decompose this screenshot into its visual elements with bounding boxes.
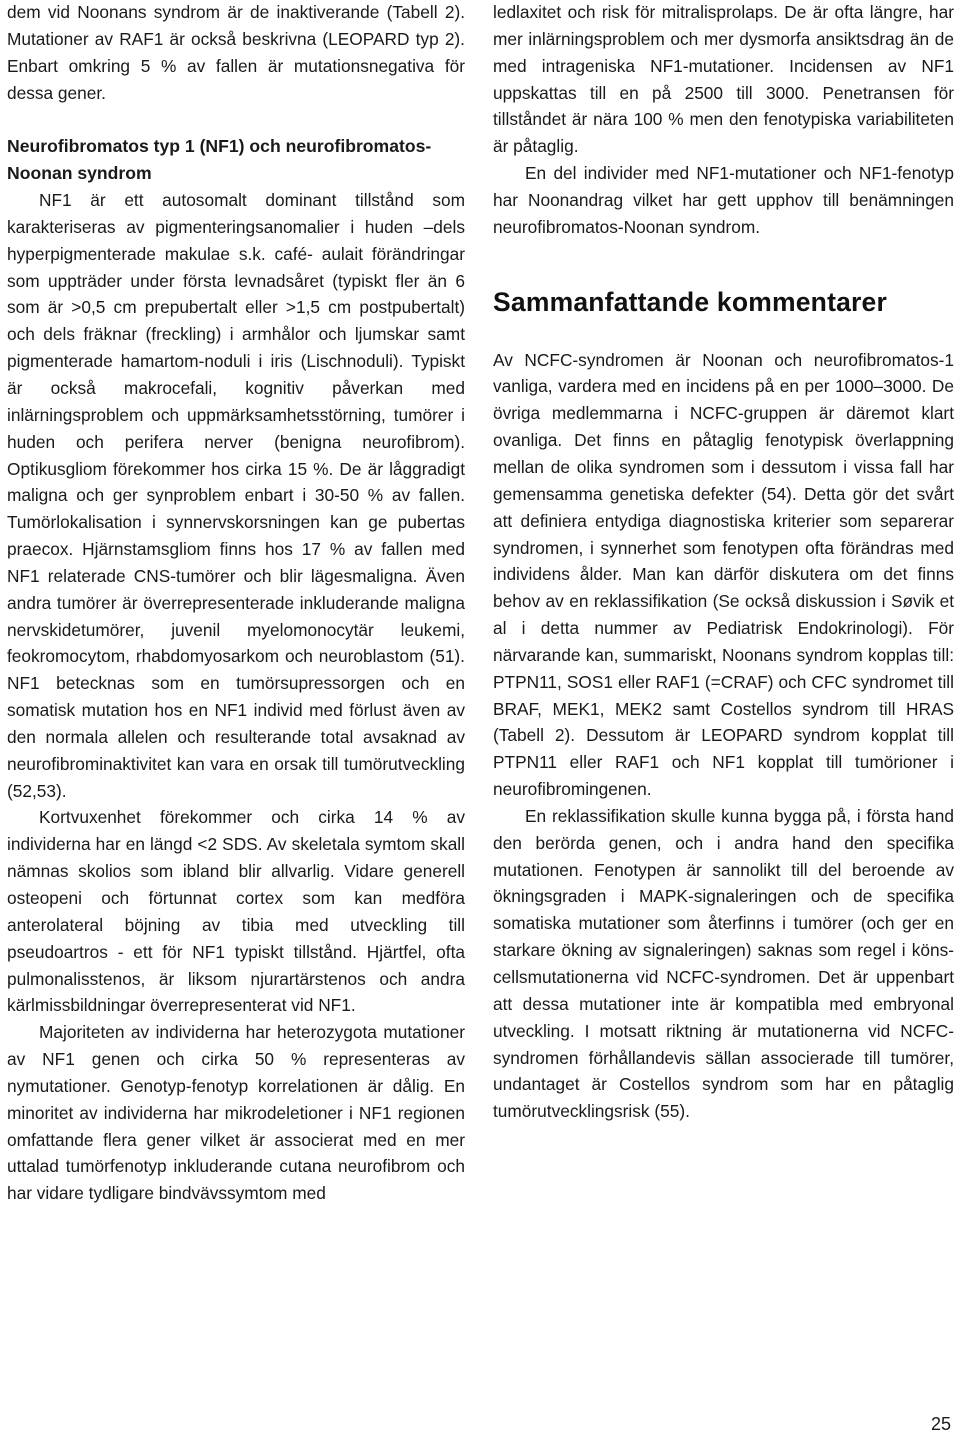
spacer (493, 319, 954, 347)
subheading-nf1: Neurofibromatos typ 1 (NF1) och neurofibromatos-Noonan syndrom (7, 136, 432, 184)
body-paragraph: En reklassifikation skulle kunna bygga på, i första hand den berörda genen, och i andra hand den specifika mutationen. Fenotypen är sannolikt till del beroende av ökningsgraden i MAPK-signaleringen och de specifika somatiska mutationer som återfinns i tumörer (och ger en starkare ökning av signaleringen) saknas som regel i könscellsmutationerna vid NCFC-syndromen. Det är uppenbart att dessa mutationer inte är kompatibla med embryonal utveckling. I motsatt riktning är mutationerna vid NCFC-syndromen förhållandevis sällan associerade till tumörer, undantaget är Costellos syndrom som har en påtaglig tumörutvecklingsrisk (55). (493, 805, 954, 1122)
body-paragraph: NF1 är ett autosomalt dominant tillstånd som karakteriseras av pigmenteringsanomalier i huden –dels hyperpigmenterade makulae s.k. café- aulait förändringar som uppträder under första levnadsåret (typiskt fler än 6 som är >0,5 cm prepubertalt eller >1,5 cm postpubertalt) och dels fräknar (freckling) i armhålor och ljumskar samt pigmenterade hamartom-noduli i iris (Lischnoduli). Typiskt är också makrocefali, kognitiv påverkan med inlärningsproblem och uppmärksamhetsstörning, tumörer i huden och perifera nerver (benigna neurofibrom). Optikusgliom förekommer hos cirka 15 %. De är låggradigt maligna och ger synproblem enbart i 30-50 % av fallen. Tumörlokalisation i synnervskorsningen kan ge pubertas praecox. Hjärnstamsgliom finns hos 17 % av fallen med NF1 relaterade CNS-tumörer och blir lägesmaligna. Även andra tumörer är överrepresenterade inkluderande maligna nervskidetumörer, juvenil myelomonocytär leukemi, feokromocytom, rhabdomyosarkom och neuroblastom (51). NF1 betecknas som en tumörsupressorgen och en somatisk mutation hos en NF1 individ med förlust även av den normala allelen och resulterande total avsaknad av neurofibrominaktivitet kan vara en orsak till tumörutveckling (52,53). (7, 190, 465, 801)
body-paragraph: Majoriteten av individerna har heterozygota mutationer av NF1 genen och cirka 50 % representeras av nymutationer. Genotyp-fenotyp korrelationen är dålig. En minoritet av individerna har mikrodeletioner i NF1 regionen omfattande flera gener vilket är associerat med en mer uttalad tumörfenotyp inkluderande cutana neurofibrom och har vidare tydligare bindvävssymtom med (7, 1022, 465, 1204)
body-paragraph: Kortvuxenhet förekommer och cirka 14 % av individerna har en längd <2 SDS. Av skeletala symtom skall nämnas skolios som ibland blir allvarlig. Vidare generell osteopeni och förtunnat cortex som kan medföra anterolateral böjning av tibia med utveckling till pseudoartros - ett för NF1 typiskt tillstånd. Hjärtfel, ofta pulmonalisstenos, är liksom njurartärstenos och andra kärlmissbildningar överrepresenterat vid NF1. (7, 807, 465, 1016)
spacer (493, 241, 954, 285)
intro-paragraph: dem vid Noonans syndrom är de inaktiverande (Tabell 2). Mutationer av RAF1 är också beskrivna (LEOPARD typ 2). Enbart omkring 5 % av fallen är mutationsnegativa för dessa gener. (7, 2, 465, 103)
section-title: Sammanfattande kommentarer (493, 286, 887, 317)
page-number: 25 (930, 1414, 951, 1434)
body-paragraph: ledlaxitet och risk för mitralisprolaps. De är ofta längre, har mer inlärningsproblem och mer dysmorfa ansiktsdrag än de med intrageniska NF1-mutationer. Incidensen av NF1 uppskattas till en på 2500 till 3000. Penetransen för tillståndet är nära 100 % men den fenotypiska variabiliteten är påtaglig. (493, 2, 954, 157)
spacer (7, 106, 465, 133)
body-paragraph: Av NCFC-syndromen är Noonan och neurofibromatos-1 vanliga, vardera med en incidens på en per 1000–3000. De övriga medlemmarna i NCFC-gruppen är däremot klart ovanliga. Det finns en påtaglig fenotypisk överlappning mellan de olika syndromen som i dessutom i vissa fall har gemensamma genetiska defekter (54). Detta gör det svårt att definiera entydiga diagnostiska kriterier som separerar syndromen, i synnerhet som fenotypen ofta förändras med individens ålder. Man kan därför diskutera om det finns behov av en reklassifikation (Se också diskussion i Søvik et al i detta nummer av Pediatrisk Endokrinologi). För närvarande kan, summariskt, Noonans syndrom kopplas till: PTPN11, SOS1 eller RAF1 (=CRAF) och CFC syndromet till BRAF, MEK1, MEK2 samt Costellos syndrom till HRAS (Tabell 2). Dessutom är LEOPARD syndrom kopplat till PTPN11 eller RAF1 och NF1 kopplat till tumörioner i neurofibromingenen. (493, 349, 954, 800)
right-column (493, 0, 954, 1125)
left-column (7, 0, 465, 1207)
body-paragraph: En del individer med NF1-mutationer och NF1-fenotyp har Noonandrag vilket har gett upphov till benämningen neurofibromatos-Noonan syndrom. (493, 163, 954, 237)
